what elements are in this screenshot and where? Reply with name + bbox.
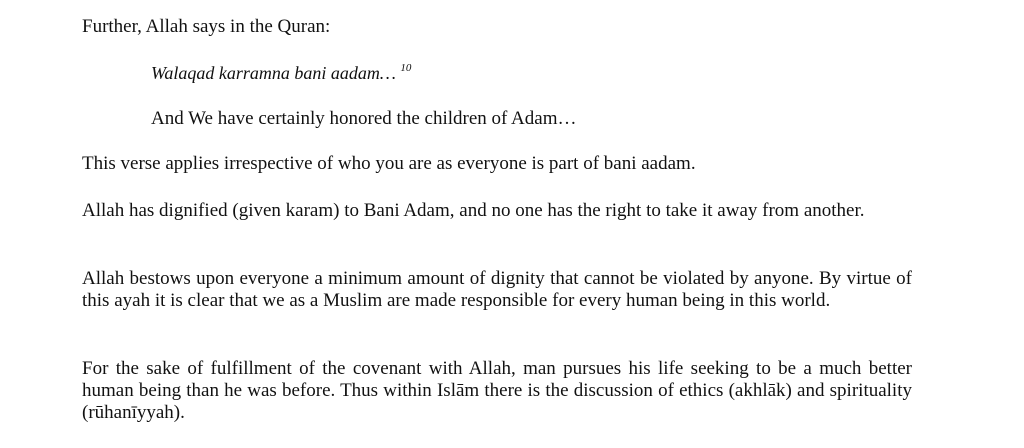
paragraph: For the sake of fulfillment of the covenant with Allah, man pursues his life seeking to be a much better human being than he was before. Thus within Islām there is the discussion of ethics (akhlāk) and spirituality (rūhanīyyah).	[82, 358, 912, 423]
quote-transliteration	[151, 62, 411, 84]
quote-transliteration-text: Walaqad karramna bani aadam…	[151, 63, 396, 83]
paragraph: Allah bestows upon everyone a minimum amount of dignity that cannot be violated by anyone. By virtue of this ayah it is clear that we as a Muslim are made responsible for every human being in this world.	[82, 268, 912, 311]
paragraph: Allah has dignified (given karam) to Bani Adam, and no one has the right to take it away from another.	[82, 200, 865, 221]
intro-line: Further, Allah says in the Quran:	[82, 16, 331, 37]
quote-translation: And We have certainly honored the children of Adam…	[151, 108, 577, 129]
footnote-reference: 10	[400, 62, 412, 74]
paragraph: This verse applies irrespective of who you are as everyone is part of bani aadam.	[82, 153, 696, 174]
